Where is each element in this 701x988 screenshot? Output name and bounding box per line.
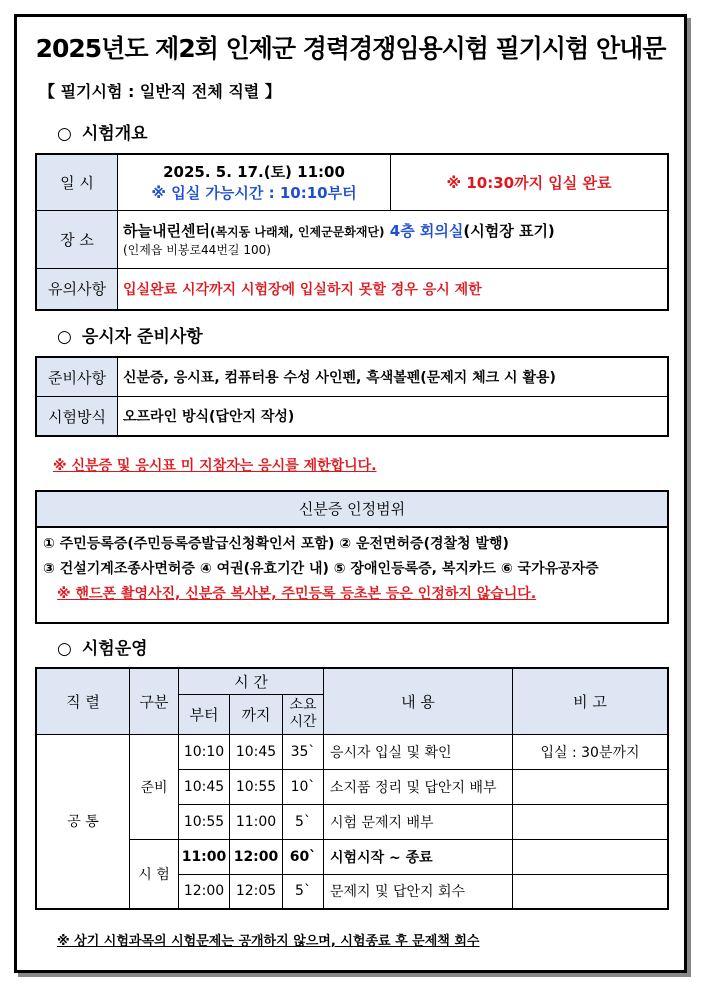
date-value: 2025. 5. 17.(토) 11:00 — [163, 163, 345, 182]
header-rank: 직 렬 — [36, 668, 130, 734]
header-remark: 비 고 — [513, 668, 669, 734]
header-content: 내 용 — [324, 668, 513, 734]
id-range-line-1: ① 주민등록증(주민등록증발급신청확인서 포함) ② 운전면허증(경찰청 발행) — [43, 536, 509, 552]
prep-items-label: 준비사항 — [36, 357, 118, 397]
row-content: 시험시작 ~ 종료 — [324, 839, 513, 874]
rank-value: 공 통 — [36, 734, 130, 909]
circle-bullet-icon: ○ — [57, 327, 72, 347]
section-operation-title: 시험운영 — [81, 639, 148, 659]
place-room: 4층 회의실 — [389, 222, 464, 240]
overview-table — [35, 153, 669, 311]
row-to: 12:00 — [230, 839, 283, 874]
row-from: 11:00 — [179, 839, 230, 874]
section-preparation-title: 응시자 준비사항 — [81, 327, 203, 347]
row-remark — [513, 804, 669, 839]
row-remark — [513, 839, 669, 874]
id-range-note: ※ 핸드폰 촬영사진, 신분증 복사본, 주민등록 등초본 등은 인정하지 않습니다. — [57, 586, 537, 602]
prep-items-value: 신분증, 응시표, 컴퓨터용 수성 사인펜, 흑색볼펜(문제지 체크 시 활용) — [118, 357, 669, 397]
place-address: (인제읍 비봉로44번길 100) — [123, 243, 271, 257]
row-from: 10:55 — [179, 804, 230, 839]
notice-frame — [14, 14, 687, 973]
schedule-table — [35, 667, 669, 910]
section-overview — [57, 119, 148, 144]
row-duration: 5` — [283, 804, 324, 839]
row-remark — [513, 769, 669, 804]
header-time: 시 간 — [179, 668, 324, 694]
table-row — [36, 734, 668, 769]
header-to: 까지 — [230, 694, 283, 734]
row-duration: 60` — [283, 839, 324, 874]
place-note: (시험장 표기) — [463, 222, 555, 240]
preparation-table — [35, 356, 669, 437]
id-warning: ※ 신분증 및 응시표 미 지참자는 응시를 제한합니다. — [53, 458, 377, 474]
row-content: 시험 문제지 배부 — [324, 804, 513, 839]
place-label: 장 소 — [36, 210, 118, 268]
footer-note: ※ 상기 시험과목의 시험문제는 공개하지 않으며, 시험종료 후 문제책 회수 — [57, 934, 480, 949]
section-operation — [57, 634, 148, 659]
row-content: 소지품 정리 및 답안지 배부 — [324, 769, 513, 804]
row-to: 11:00 — [230, 804, 283, 839]
row-to: 10:45 — [230, 734, 283, 769]
id-range-line-2: ③ 건설기계조종사면허증 ④ 여권(유효기간 내) ⑤ 장애인등록증, 복지카드 ⑥ 국가유공자증 — [43, 561, 599, 577]
date-cell — [118, 154, 391, 210]
row-to: 12:05 — [230, 874, 283, 909]
id-range-header: 신분증 인정범위 — [37, 492, 667, 528]
row-from: 12:00 — [179, 874, 230, 909]
row-remark — [513, 874, 669, 909]
row-to: 10:55 — [230, 769, 283, 804]
row-from: 10:10 — [179, 734, 230, 769]
exam-subtitle: 【 필기시험 : 일반직 전체 직렬 】 — [39, 82, 281, 101]
circle-bullet-icon: ○ — [57, 639, 72, 659]
row-content: 응시자 입실 및 확인 — [324, 734, 513, 769]
id-range-box — [35, 490, 669, 624]
place-name: 하늘내린센터 — [123, 222, 210, 240]
entry-time: ※ 입실 가능시간 : 10:10부터 — [151, 184, 357, 203]
section-preparation — [57, 322, 203, 347]
row-duration: 35` — [283, 734, 324, 769]
caution-value: 입실완료 시각까지 시험장에 입실하지 못할 경우 응시 제한 — [118, 268, 669, 310]
header-from: 부터 — [179, 694, 230, 734]
section-overview-title: 시험개요 — [81, 124, 148, 144]
row-duration: 5` — [283, 874, 324, 909]
header-duration: 소요시간 — [283, 694, 324, 734]
row-from: 10:45 — [179, 769, 230, 804]
row-remark: 입실 : 30분까지 — [513, 734, 669, 769]
prep-method-value: 오프라인 방식(답안지 작성) — [118, 397, 669, 437]
place-cell — [118, 210, 669, 268]
date-label: 일 시 — [36, 154, 118, 210]
group-type: 시 험 — [130, 839, 179, 909]
page-title: 2025년도 제2회 인제군 경력경쟁임용시험 필기시험 안내문 — [35, 34, 666, 63]
place-detail: (복지동 나래채, 인제군문화재단) — [209, 225, 385, 239]
row-content: 문제지 및 답안지 회수 — [324, 874, 513, 909]
group-type: 준비 — [130, 734, 179, 839]
row-duration: 10` — [283, 769, 324, 804]
header-type: 구분 — [130, 668, 179, 734]
table-row — [36, 839, 668, 874]
circle-bullet-icon: ○ — [57, 124, 72, 144]
caution-label: 유의사항 — [36, 268, 118, 310]
entry-complete: ※ 10:30까지 입실 완료 — [391, 154, 669, 210]
prep-method-label: 시험방식 — [36, 397, 118, 437]
